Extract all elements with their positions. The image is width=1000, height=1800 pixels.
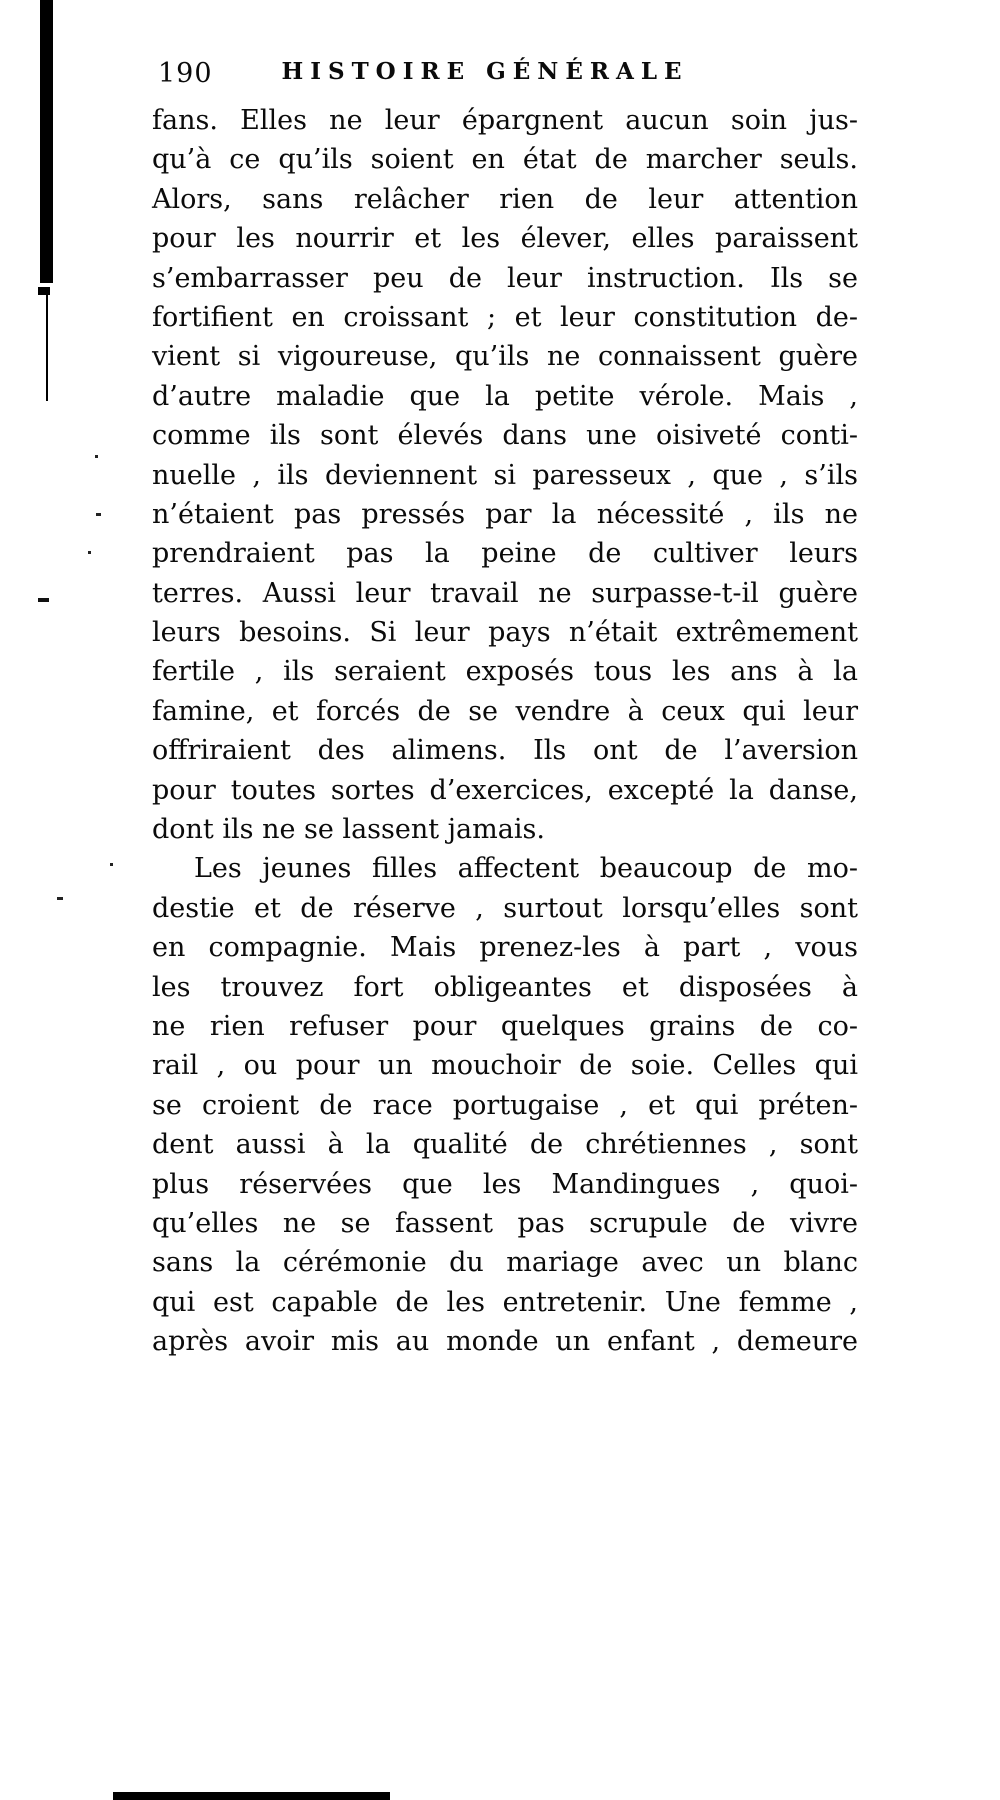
text-line: prendraient pas la peine de cultiver leurs xyxy=(152,538,858,570)
text-line: rail , ou pour un mouchoir de soie. Celles qui xyxy=(152,1050,858,1082)
text-line: terres. Aussi leur travail ne surpasse-t-il guère xyxy=(152,577,858,609)
binding-shadow-bar xyxy=(40,0,53,283)
scan-artifact xyxy=(38,598,49,602)
scan-artifact xyxy=(57,897,63,900)
page-header xyxy=(152,52,858,96)
text-line: pour toutes sortes d’exercices, excepté la danse, xyxy=(152,774,858,806)
text-line: d’autre maladie que la petite vérole. Mais , xyxy=(152,380,858,412)
text-line: comme ils sont élevés dans une oisiveté conti- xyxy=(152,420,858,452)
text-line: dent aussi à la qualité de chrétiennes , sont xyxy=(152,1129,858,1161)
text-line: les trouvez fort obligeantes et disposées à xyxy=(152,971,858,1003)
text-line: dont ils ne se lassent jamais. xyxy=(152,814,545,846)
scan-artifact xyxy=(110,863,113,866)
text-line: se croient de race portugaise , et qui préten- xyxy=(152,1089,858,1121)
text-line: Alors, sans relâcher rien de leur attention xyxy=(152,183,858,215)
text-line: fans. Elles ne leur épargnent aucun soin jus- xyxy=(152,105,858,136)
text-line: qu’à ce qu’ils soient en état de marcher seuls. xyxy=(152,144,858,176)
text-line: en compagnie. Mais prenez-les à part , vous xyxy=(152,932,858,964)
scan-artifact xyxy=(95,455,98,458)
scan-artifact xyxy=(113,1792,390,1800)
text-line: sans la cérémonie du mariage avec un blanc xyxy=(152,1247,858,1279)
text-line: pour les nourrir et les élever, elles paraissent xyxy=(152,223,858,255)
text-line: destie et de réserve , surtout lorsqu’elles sont xyxy=(152,892,858,924)
text-line: famine, et forcés de se vendre à ceux qui leur xyxy=(152,695,858,727)
text-block xyxy=(152,101,858,1362)
text-line: nuelle , ils deviennent si paresseux , que , s’ils xyxy=(152,459,858,491)
running-title: HISTOIRE GÉNÉRALE xyxy=(281,58,689,85)
scan-artifact xyxy=(96,513,101,516)
text-line: n’étaient pas pressés par la nécessité , ils ne xyxy=(152,498,858,530)
scan-artifact xyxy=(88,551,91,554)
binding-shadow-line xyxy=(46,295,48,401)
page-number: 190 xyxy=(158,58,213,89)
text-line: après avoir mis au monde un enfant , demeure xyxy=(152,1326,858,1358)
text-line: ne rien refuser pour quelques grains de co- xyxy=(152,1010,858,1042)
text-line: Les jeunes filles affectent beaucoup de mo- xyxy=(194,853,858,885)
binding-shadow-dash xyxy=(38,287,50,295)
text-line: fortifient en croissant ; et leur constitution de- xyxy=(152,301,858,333)
text-line: qui est capable de les entretenir. Une femme , xyxy=(152,1286,858,1318)
text-line: vient si vigoureuse, qu’ils ne connaissent guère xyxy=(152,341,858,373)
text-line: offriraient des alimens. Ils ont de l’aversion xyxy=(152,735,858,767)
text-line: leurs besoins. Si leur pays n’était extrêmement xyxy=(152,617,858,649)
text-line: fertile , ils seraient exposés tous les ans à la xyxy=(152,656,858,688)
text-line: s’embarrasser peu de leur instruction. Ils se xyxy=(152,262,858,294)
text-line: plus réservées que les Mandingues , quoi- xyxy=(152,1168,858,1200)
text-line: qu’elles ne se fassent pas scrupule de vivre xyxy=(152,1207,858,1239)
